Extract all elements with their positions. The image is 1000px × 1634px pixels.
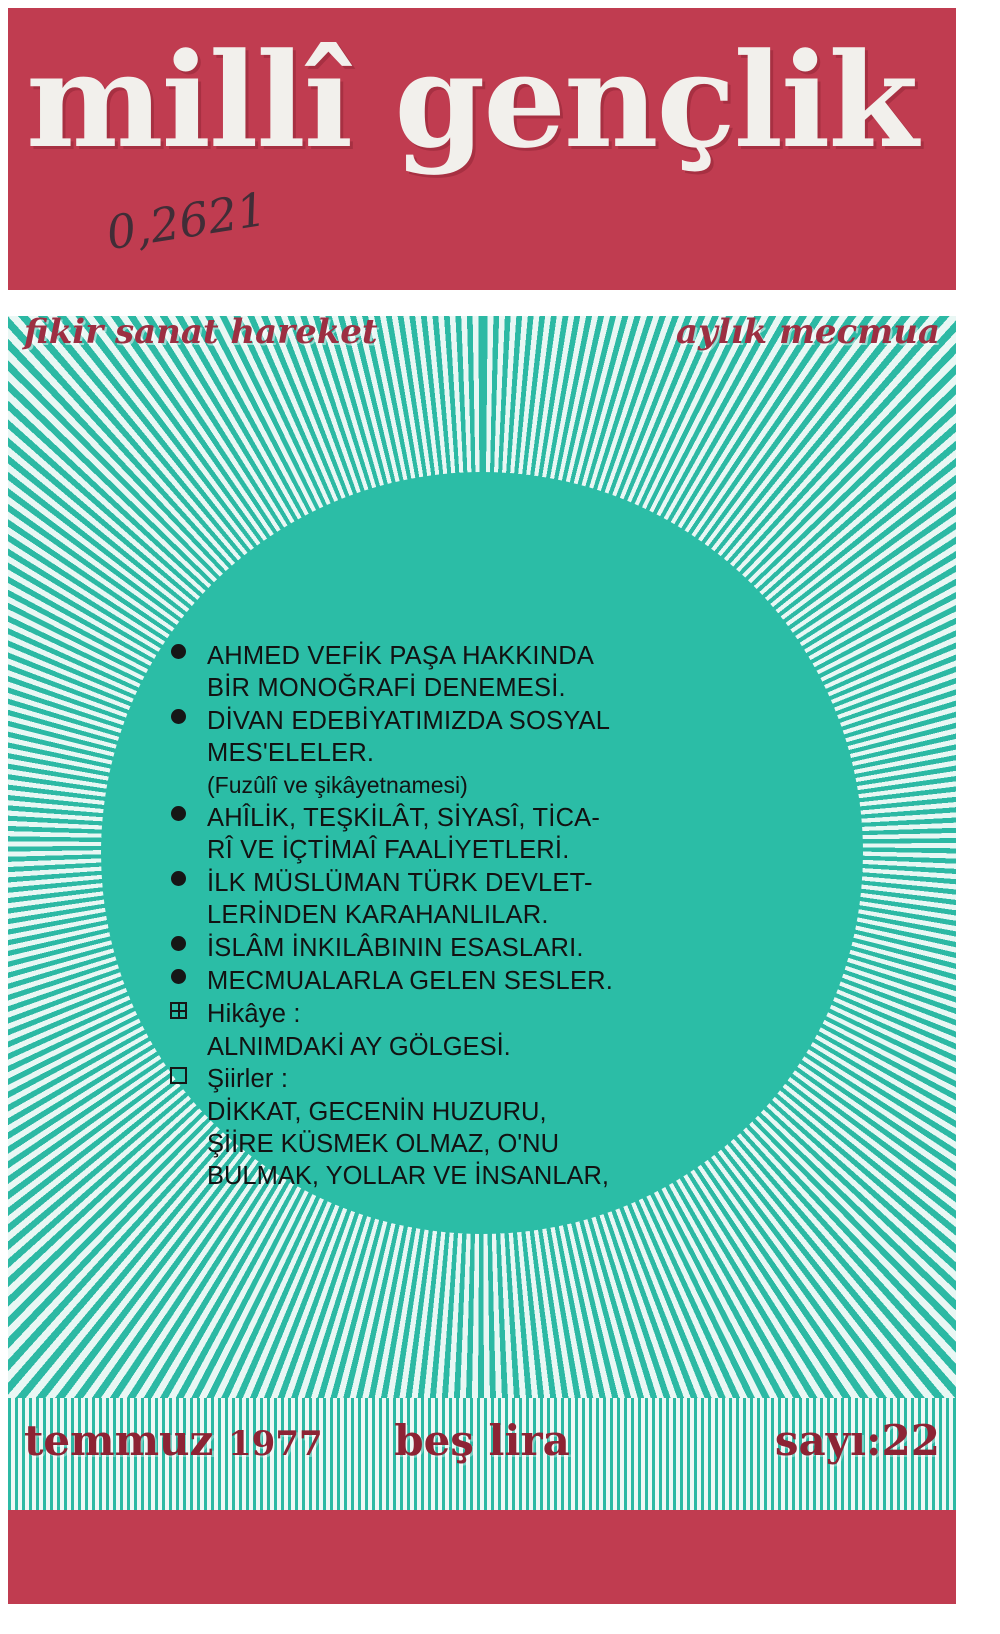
issue-price: beş lira bbox=[394, 1416, 570, 1465]
list-item bbox=[167, 998, 803, 1030]
toc-subline: ŞİİRE KÜSMEK OLMAZ, O'NU bbox=[207, 1130, 560, 1158]
bullet-icon bbox=[167, 932, 207, 956]
toc-line: LERİNDEN KARAHANLILAR. bbox=[207, 901, 549, 929]
bullet-icon bbox=[167, 867, 207, 891]
issue-number: sayı:22 bbox=[774, 1416, 940, 1465]
issue-date bbox=[24, 1416, 323, 1465]
list-item bbox=[167, 1063, 803, 1095]
cover-body bbox=[8, 290, 956, 1398]
masthead-band bbox=[8, 8, 956, 290]
toc-line: Hikâye : bbox=[207, 1000, 301, 1028]
issue-year: 1977 bbox=[228, 1424, 323, 1464]
subtitle-left: fikir sanat hareket bbox=[24, 312, 378, 352]
handwritten-annotation: 0,2621 bbox=[102, 181, 271, 261]
bullet-icon bbox=[167, 640, 207, 664]
bullet-icon bbox=[167, 705, 207, 729]
grid-square-icon bbox=[167, 998, 207, 1024]
cover-canvas bbox=[8, 8, 956, 1604]
toc-subline: DİKKAT, GECENİN HUZURU, bbox=[207, 1098, 547, 1126]
magazine-title: millî gençlik bbox=[26, 24, 917, 177]
list-item bbox=[167, 932, 803, 964]
toc-line: İSLÂM İNKILÂBININ ESASLARI. bbox=[207, 934, 584, 962]
list-item bbox=[167, 965, 803, 997]
toc-line: RÎ VE İÇTİMAÎ FAALİYETLERİ. bbox=[207, 836, 570, 864]
toc-line: AHÎLİK, TEŞKİLÂT, SİYASÎ, TİCA- bbox=[207, 804, 601, 832]
issue-month: temmuz bbox=[24, 1416, 214, 1465]
list-item bbox=[167, 640, 803, 704]
toc-line: BİR MONOĞRAFİ DENEMESİ. bbox=[207, 674, 566, 702]
toc-line: İLK MÜSLÜMAN TÜRK DEVLET- bbox=[207, 869, 593, 897]
subtitle-right: aylık mecmua bbox=[675, 312, 940, 352]
subtitle-row bbox=[8, 312, 956, 370]
footer-band bbox=[8, 1398, 956, 1604]
toc-subline: BULMAK, YOLLAR VE İNSANLAR, bbox=[207, 1162, 610, 1190]
list-item bbox=[167, 705, 803, 801]
contents-list bbox=[101, 472, 863, 1234]
toc-line: MECMUALARLA GELEN SESLER. bbox=[207, 967, 614, 995]
list-item bbox=[167, 802, 803, 866]
toc-line: MES'ELELER. bbox=[207, 739, 375, 767]
empty-square-icon bbox=[167, 1063, 207, 1089]
toc-line: Şiirler : bbox=[207, 1065, 289, 1093]
toc-note: (Fuzûlî ve şikâyetnamesi) bbox=[207, 772, 468, 798]
toc-line: AHMED VEFİK PAŞA HAKKINDA bbox=[207, 642, 595, 670]
bullet-icon bbox=[167, 965, 207, 989]
bullet-icon bbox=[167, 802, 207, 826]
toc-subline: ALNIMDAKİ AY GÖLGESİ. bbox=[207, 1033, 511, 1061]
toc-line: DİVAN EDEBİYATIMIZDA SOSYAL bbox=[207, 707, 611, 735]
list-item bbox=[167, 867, 803, 931]
